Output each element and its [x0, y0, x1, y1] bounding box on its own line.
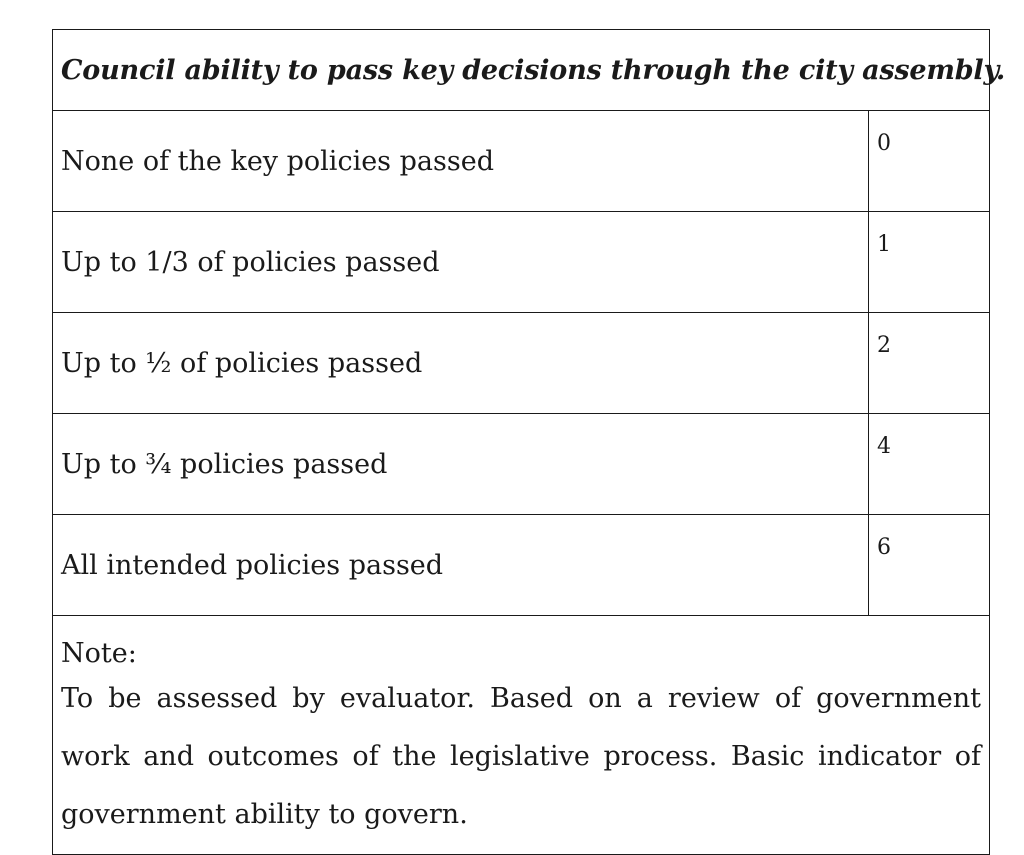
score-value: 4 [869, 414, 990, 515]
note-cell [53, 616, 990, 855]
criterion-label: Up to ¾ policies passed [53, 414, 869, 515]
criterion-label: Up to 1/3 of policies passed [53, 212, 869, 313]
table-row [53, 111, 990, 212]
scoring-table [52, 29, 1006, 855]
score-value: 2 [869, 313, 990, 414]
table-row [53, 313, 990, 414]
table-row [53, 515, 990, 616]
table-row [53, 212, 990, 313]
score-value: 6 [869, 515, 990, 616]
criterion-label: Up to ½ of policies passed [53, 313, 869, 414]
table-title: Council ability to pass key decisions through the city assembly. [53, 30, 990, 111]
note-row [53, 616, 990, 855]
note-label: Note: [61, 638, 137, 669]
criterion-label: None of the key policies passed [53, 111, 869, 212]
note-text: To be assessed by evaluator. Based on a review of government work and outcomes of the legislative process. Basic indicator of government ability to govern. [61, 683, 981, 830]
table-title-row [53, 30, 990, 111]
score-value: 1 [869, 212, 990, 313]
table-row [53, 414, 990, 515]
score-value: 0 [869, 111, 990, 212]
criterion-label: All intended policies passed [53, 515, 869, 616]
